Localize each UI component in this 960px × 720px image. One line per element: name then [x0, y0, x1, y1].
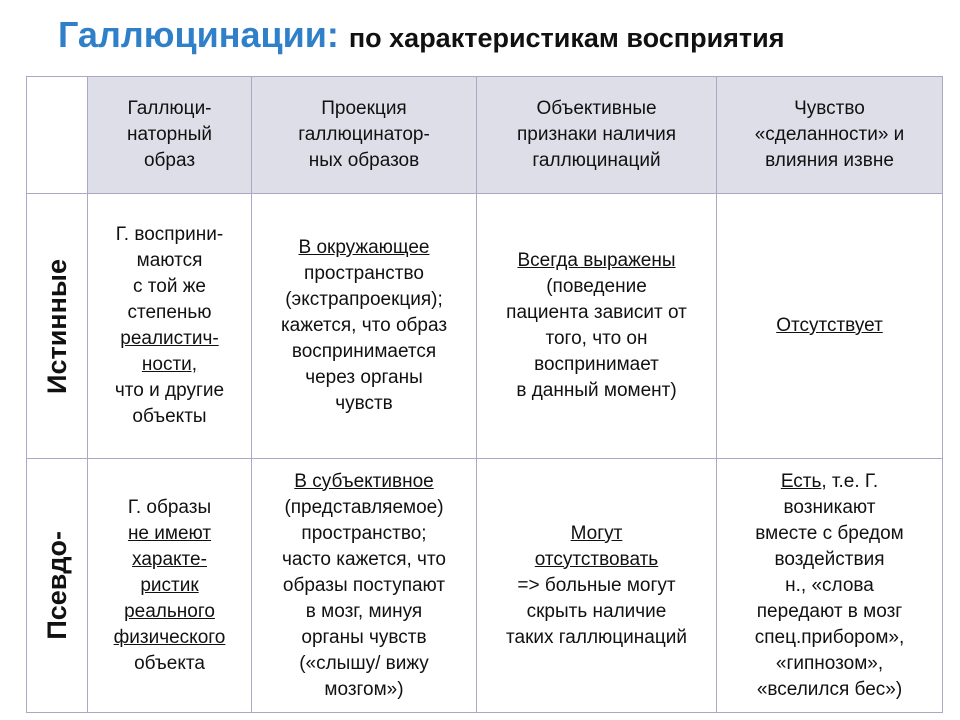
cell-line [719, 521, 940, 547]
cell-line [479, 248, 714, 274]
underlined-text: Всегда выражены [517, 250, 676, 271]
text: степенью [127, 302, 212, 323]
text: н., «слова [785, 574, 874, 596]
header-line: Галлюци- [127, 98, 212, 119]
cell-line [254, 287, 474, 313]
row-label-pseudo: Псевдо- [42, 531, 72, 640]
cell-line [719, 599, 940, 625]
cell-line [90, 651, 249, 677]
cell-line [90, 599, 249, 625]
header-line: образ [143, 150, 196, 171]
cell-line [719, 625, 940, 651]
text: вместе с бредом [755, 522, 904, 544]
cell-line [254, 625, 474, 651]
cell-line [254, 573, 474, 599]
text: того, что он [545, 328, 648, 349]
underlined-text: В окружающее [298, 237, 430, 258]
cell-line [719, 573, 940, 599]
underlined-text: Могут [570, 522, 623, 544]
cell-line [254, 599, 474, 625]
header-cell-made-feeling [717, 77, 943, 194]
header-row [27, 77, 943, 194]
text: органы чувств [301, 626, 427, 648]
cell-line [479, 547, 714, 573]
underlined-text: физического [113, 626, 226, 648]
text: мозгом») [324, 678, 404, 700]
underlined-text: характе- [132, 548, 207, 570]
text: Г. восприни- [115, 224, 224, 245]
cell-line [90, 352, 249, 378]
cell-line [479, 599, 714, 625]
row-true-hallucinations [27, 194, 943, 459]
cell-line [90, 625, 249, 651]
underlined-text: В субъективное [294, 470, 434, 492]
text: => больные могут [517, 574, 676, 596]
cell-line [719, 469, 940, 495]
cell-line [254, 521, 474, 547]
text: воспринимается [291, 341, 437, 362]
header-line: Проекция [321, 98, 407, 119]
underlined-text: Отсутствует [776, 315, 883, 336]
cell-line [90, 521, 249, 547]
underlined-text: Есть [780, 470, 822, 492]
cell-line [90, 300, 249, 326]
header-cell-projection [252, 77, 477, 194]
text: Г. образы [127, 496, 212, 518]
text: в мозг, минуя [305, 600, 423, 622]
cell-line [254, 391, 474, 417]
header-line: наторный [126, 124, 213, 145]
text: что и другие [114, 380, 225, 401]
text: объекты [132, 406, 207, 427]
text: воспринимает [534, 354, 659, 375]
cell [717, 194, 943, 459]
cell-line [254, 235, 474, 261]
text: (экстрапроекция); [285, 289, 443, 310]
cell-line [90, 274, 249, 300]
text: часто кажется, что [281, 548, 447, 570]
header-line: галлюцинатор- [298, 124, 430, 145]
row-label-cell [27, 194, 88, 459]
text: (представляемое) [284, 496, 444, 518]
row-label-true: Истинные [42, 258, 72, 394]
text: в данный момент) [516, 380, 677, 401]
cell-line [90, 248, 249, 274]
cell-line [479, 521, 714, 547]
text: таких галлюцинаций [506, 626, 687, 648]
cell-line [479, 378, 714, 404]
cell-line [254, 339, 474, 365]
cell-line [479, 625, 714, 651]
cell-line [254, 365, 474, 391]
text: скрыть наличие [526, 600, 667, 622]
slide-title [58, 14, 938, 64]
text: , т.е. Г. [821, 470, 879, 492]
title-main: Галлюцинации: [58, 14, 339, 55]
cell [477, 459, 717, 713]
cell-line [719, 651, 940, 677]
cell [477, 194, 717, 459]
header-line: «сделанности» и [754, 124, 905, 145]
header-cell-objective-signs [477, 77, 717, 194]
text: пространство [304, 263, 424, 284]
underlined-text: ности, [141, 354, 198, 375]
cell [252, 194, 477, 459]
cell-line [90, 326, 249, 352]
text: образы поступают [282, 574, 446, 596]
cell-line [719, 677, 940, 703]
cell-line [719, 495, 940, 521]
cell-line [719, 313, 940, 339]
text: маются [136, 250, 203, 271]
cell-line [719, 547, 940, 573]
text: спец.прибором», [754, 626, 905, 648]
cell-line [90, 495, 249, 521]
row-pseudo-hallucinations [27, 459, 943, 713]
header-cell-image [88, 77, 252, 194]
text: кажется, что образ [280, 315, 448, 336]
cell-line [479, 352, 714, 378]
hallucinations-table [26, 76, 943, 713]
cell-line [254, 677, 474, 703]
text: (поведение [546, 276, 647, 297]
text: возникают [783, 496, 876, 518]
cell-line [90, 573, 249, 599]
underlined-text: не имеют [127, 522, 212, 544]
text: чувств [335, 393, 393, 414]
text: объекта [134, 652, 205, 674]
cell-line [254, 261, 474, 287]
cell-line [254, 313, 474, 339]
cell-line [254, 495, 474, 521]
header-line: влияния извне [765, 150, 894, 171]
header-line: Чувство [794, 98, 865, 119]
text: воздействия [774, 548, 885, 570]
underlined-text: отсутствовать [534, 548, 659, 570]
text: пространство; [301, 522, 427, 544]
cell [252, 459, 477, 713]
text: «вселился бес») [756, 678, 903, 700]
cell [717, 459, 943, 713]
cell-line [90, 547, 249, 573]
row-label-cell [27, 459, 88, 713]
header-line: признаки наличия [516, 124, 676, 145]
text: пациента зависит от [506, 302, 687, 323]
cell-line [479, 300, 714, 326]
header-line: галлюцинаций [532, 150, 661, 171]
text: с той же [132, 276, 206, 297]
underlined-text: реального [124, 600, 215, 622]
cell-line [90, 404, 249, 430]
text: через органы [305, 367, 423, 388]
corner-cell [27, 77, 88, 194]
header-line: Объективные [536, 98, 657, 119]
underlined-text: ристик [140, 574, 199, 596]
cell [88, 459, 252, 713]
cell [88, 194, 252, 459]
cell-line [90, 378, 249, 404]
title-subtitle: по характеристикам восприятия [348, 23, 785, 53]
text: («слышу/ вижу [299, 652, 429, 674]
header-line: ных образов [308, 150, 420, 171]
text: передают в мозг [756, 600, 903, 622]
cell-line [90, 222, 249, 248]
cell-line [479, 573, 714, 599]
cell-line [479, 326, 714, 352]
text: «гипнозом», [775, 652, 884, 674]
cell-line [254, 469, 474, 495]
cell-line [479, 274, 714, 300]
cell-line [254, 651, 474, 677]
underlined-text: реалистич- [120, 328, 219, 349]
cell-line [254, 547, 474, 573]
